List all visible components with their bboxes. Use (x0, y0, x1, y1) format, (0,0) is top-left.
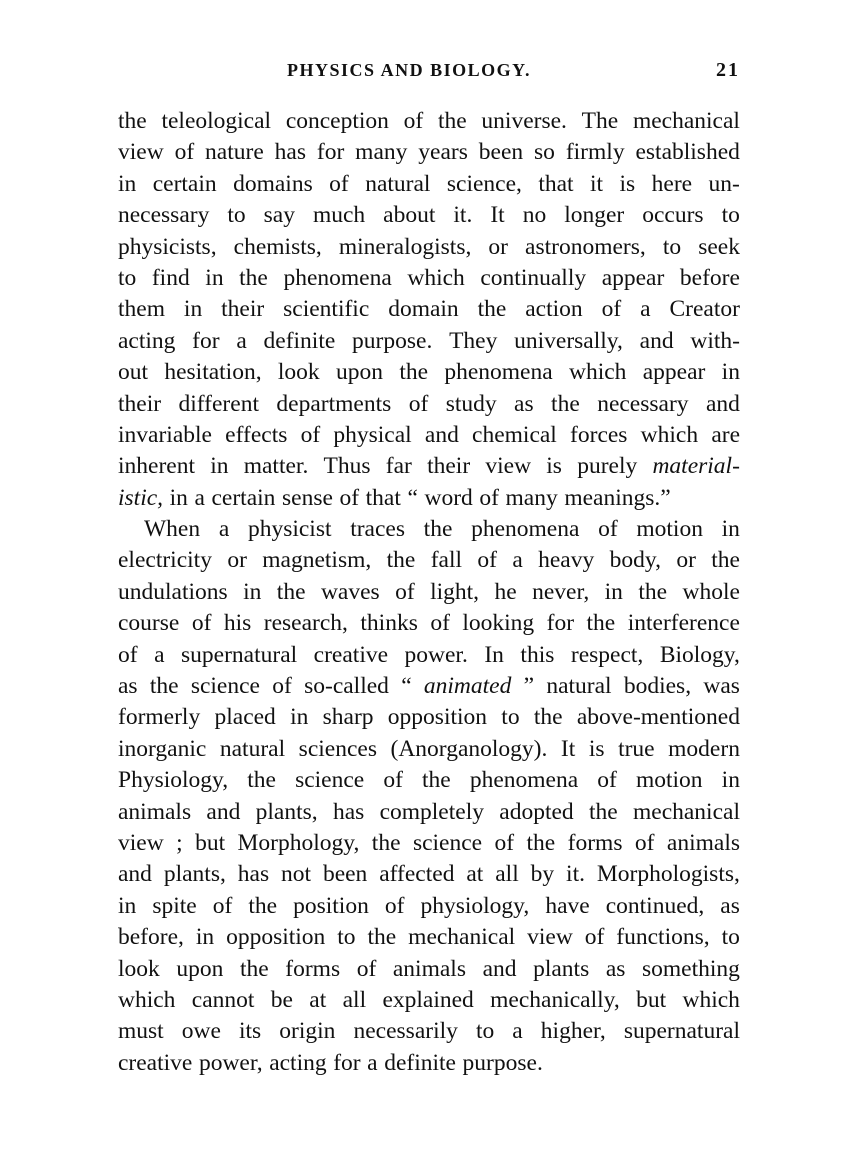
text-line: out hesitation, look upon the phenomena which appear in (118, 359, 740, 386)
paragraph (118, 106, 740, 514)
text-line: must owe its origin necessarily to a higher, supernatural (118, 1018, 740, 1045)
text-line: which cannot be at all explained mechanically, but which (118, 986, 740, 1013)
text-line: acting for a definite purpose. They universally, and with- (118, 327, 740, 354)
text-line: as the science of so-called “ animated ” natural bodies, was (118, 673, 740, 700)
text-line: view of nature has for many years been so firmly established (118, 139, 740, 166)
text-line: creative power, acting for a definite purpose. (118, 1049, 543, 1076)
text-line: course of his research, thinks of looking for the interference (118, 610, 740, 637)
text-line: electricity or magnetism, the fall of a heavy body, or the (118, 547, 740, 574)
text-line: view ; but Morphology, the science of the forms of animals (118, 829, 740, 856)
text-line: before, in opposition to the mechanical view of functions, to (118, 924, 740, 951)
text-line: of a supernatural creative power. In this respect, Biology, (118, 641, 740, 668)
text-line: undulations in the waves of light, he never, in the whole (118, 578, 740, 605)
text-line: When a physicist traces the phenomena of motion in (144, 516, 740, 543)
text-line: invariable effects of physical and chemical forces which are (118, 421, 740, 448)
text-line: istic, in a certain sense of that “ word of many meanings.” (118, 484, 671, 511)
paragraph (118, 514, 740, 1079)
text-line: inherent in matter. Thus far their view is purely material- (118, 453, 740, 480)
text-line: animals and plants, has completely adopted the mechanical (118, 798, 740, 825)
text-line: and plants, has not been affected at all by it. Morphologists, (118, 861, 740, 888)
text-line: their different departments of study as the necessary and (118, 390, 740, 417)
running-title: PHYSICS AND BIOLOGY. (287, 60, 531, 80)
text-line: physicists, chemists, mineralogists, or astronomers, to seek (118, 233, 740, 260)
text-line: inorganic natural sciences (Anorganology). It is true modern (118, 735, 740, 762)
text-line: in certain domains of natural science, that it is here un- (118, 170, 740, 197)
text-line: Physiology, the science of the phenomena of motion in (118, 767, 740, 794)
text-line: necessary to say much about it. It no longer occurs to (118, 202, 740, 229)
text-line: them in their scientific domain the action of a Creator (118, 296, 740, 323)
text-line: in spite of the position of physiology, have continued, as (118, 892, 740, 919)
body-text (118, 106, 740, 1079)
text-line: formerly placed in sharp opposition to the above-mentioned (118, 704, 740, 731)
page-header (118, 60, 740, 90)
text-line: to find in the phenomena which continually appear before (118, 264, 740, 291)
text-line: look upon the forms of animals and plants as something (118, 955, 740, 982)
page-number: 21 (716, 59, 740, 81)
text-line: the teleological conception of the universe. The mechanical (118, 108, 740, 134)
